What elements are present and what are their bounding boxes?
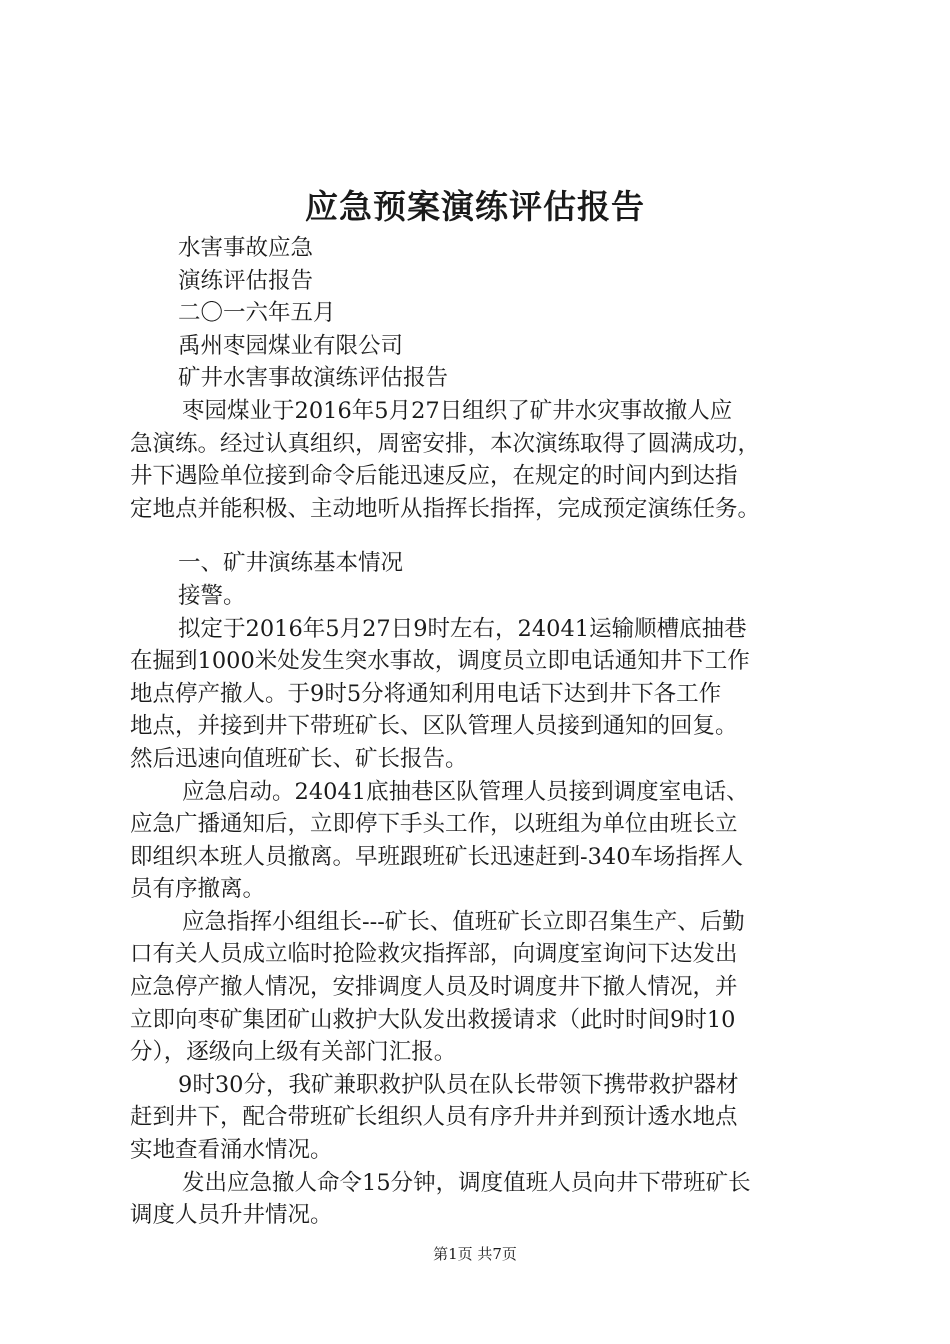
paragraph-line: 应急停产撤人情况，安排调度人员及时调度井下撤人情况，并	[130, 974, 738, 1001]
header-line: 矿井水害事故演练评估报告	[178, 365, 449, 392]
paragraph-line: 即组织本班人员撤离。早班跟班矿长迅速赶到-340车场指挥人	[130, 843, 744, 870]
subheading: 接警。	[178, 582, 246, 609]
paragraph-line: 在掘到1000米处发生突水事故，调度员立即电话通知井下工作	[130, 648, 750, 675]
paragraph-line: 员有序撤离。	[130, 876, 266, 903]
paragraph-line: 地点，并接到井下带班矿长、区队管理人员接到通知的回复。	[130, 713, 738, 740]
intro-line: 井下遇险单位接到命令后能迅速反应，在规定的时间内到达指	[130, 463, 738, 490]
paragraph-line: 实地查看涌水情况。	[130, 1137, 333, 1164]
paragraph-line: 然后迅速向值班矿长、矿长报告。	[130, 745, 468, 772]
header-line: 水害事故应急	[178, 235, 314, 261]
paragraph-line: 调度人员升井情况。	[130, 1202, 333, 1229]
section-heading: 一、矿井演练基本情况	[178, 550, 404, 577]
paragraph-line: 分），逐级向上级有关部门汇报。	[130, 1039, 457, 1066]
paragraph-line: 口有关人员成立临时抢险救灾指挥部，向调度室询问下达发出	[130, 941, 738, 968]
intro-line: 枣园煤业于2016年5月27日组织了矿井水灾事故撤人应	[182, 397, 733, 424]
paragraph-line: 地点停产撤人。于9时5分将通知利用电话下达到井下各工作	[130, 680, 722, 707]
document-title: 应急预案演练评估报告	[305, 187, 645, 226]
intro-line: 急演练。经过认真组织，周密安排，本次演练取得了圆满成功，	[130, 430, 761, 457]
paragraph-line: 应急启动。24041底抽巷区队管理人员接到调度室电话、	[182, 778, 749, 805]
paragraph-line: 9时30分，我矿兼职救护队员在队长带领下携带救护器材	[178, 1071, 739, 1098]
document-body	[130, 232, 842, 1232]
paragraph-line: 立即向枣矿集团矿山救护大队发出救援请求（此时时间9时10	[130, 1006, 736, 1033]
paragraph-line: 拟定于2016年5月27日9时左右，24041运输顺槽底抽巷	[178, 615, 747, 642]
page-footer: 第1页 共7页	[433, 1245, 517, 1263]
header-line: 演练评估报告	[178, 267, 314, 294]
paragraph-line: 应急指挥小组组长---矿长、值班矿长立即召集生产、后勤	[182, 908, 745, 935]
paragraph-gap	[130, 525, 842, 547]
intro-line: 定地点并能积极、主动地听从指挥长指挥，完成预定演练任务。	[130, 495, 761, 522]
paragraph-line: 发出应急撤人命令15分钟，调度值班人员向井下带班矿长	[182, 1169, 751, 1196]
paragraph-line: 应急广播通知后，立即停下手头工作，以班组为单位由班长立	[130, 811, 738, 838]
paragraph-line: 赶到井下，配合带班矿长组织人员有序升井并到预计透水地点	[130, 1104, 738, 1131]
header-line: 禹州枣园煤业有限公司	[178, 332, 404, 359]
header-line: 二〇一六年五月	[178, 300, 336, 327]
